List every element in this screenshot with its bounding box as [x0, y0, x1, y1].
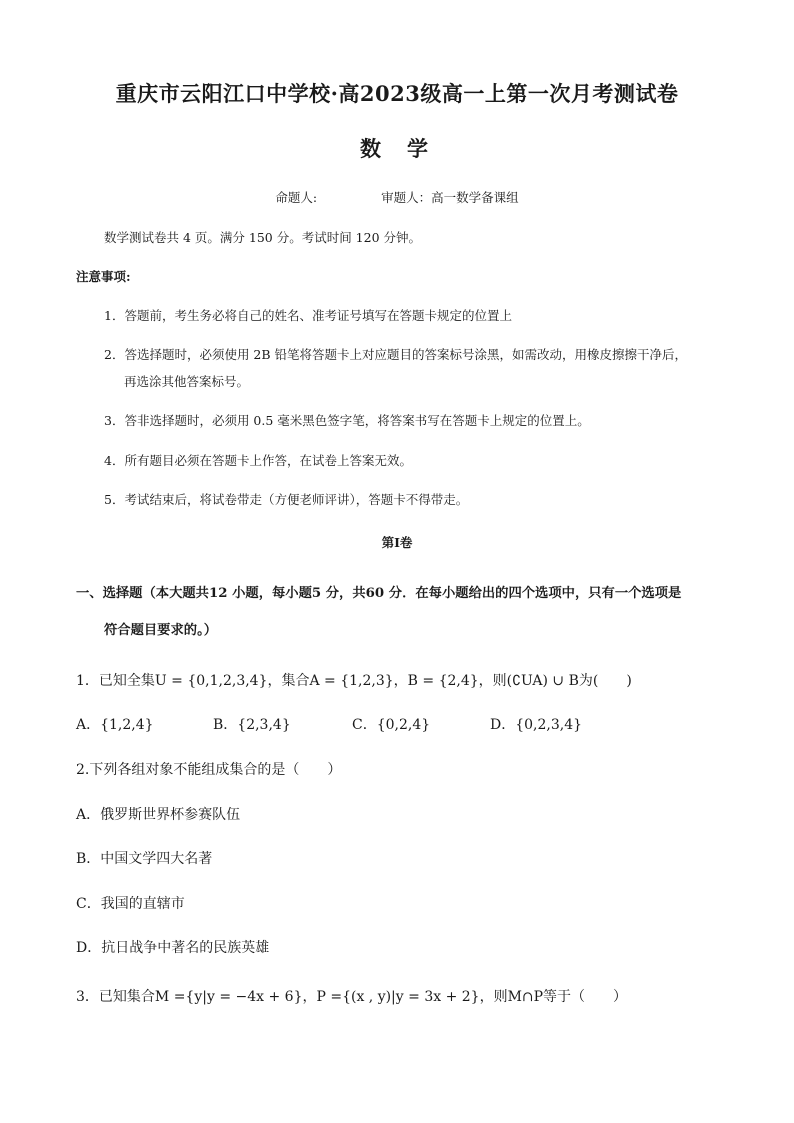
question-2-option-c: C．我国的直辖市: [76, 896, 185, 912]
question-3-stem: 3．已知集合M ={y|y = −4x + 6}，P ={(x , y)|y = 3x + 2}，则M∩P等于（ ）: [76, 989, 628, 1005]
exam-title: 重庆市云阳江口中学校·高2023级高一上第一次月考测试卷: [115, 81, 679, 106]
setter-label: 命题人:: [275, 190, 318, 205]
note-item-1: 1．答题前，考生务必将自己的姓名、准考证号填写在答题卡规定的位置上: [104, 308, 512, 323]
part-label: 第Ⅰ卷: [381, 535, 413, 550]
question-2-option-a: A．俄罗斯世界杯参赛队伍: [76, 807, 241, 823]
question-2-stem: 2.下列各组对象不能组成集合的是（ ）: [76, 762, 342, 778]
question-1-option-c: C．{0,2,4}: [352, 717, 431, 733]
question-2-option-d: D．抗日战争中著名的民族英雄: [76, 940, 270, 956]
authors-line: [0, 188, 794, 206]
reviewer-label: 审题人：高一数学备课组: [381, 190, 519, 205]
question-1-option-d: D．{0,2,3,4}: [490, 717, 583, 733]
note-item-3: 3．答非选择题时，必须用 0.5 毫米黑色签字笔，将答案书写在答题卡上规定的位置上。: [104, 413, 590, 428]
note-item-4: 4．所有题目必须在答题卡上作答，在试卷上答案无效。: [104, 453, 412, 468]
section1-title: 一、选择题（本大题共12 小题，每小题5 分，共60 分．在每小题给出的四个选项中，只有一个选项是: [76, 586, 682, 601]
note-item-5: 5．考试结束后，将试卷带走（方便老师评讲），答题卡不得带走。: [104, 492, 469, 507]
question-2-option-b: B．中国文学四大名著: [76, 851, 213, 867]
note-item-2-cont: 再选涂其他答案标号。: [124, 374, 250, 389]
note-item-2: 2．答选择题时，必须使用 2B 铅笔将答题卡上对应题目的答案标号涂黑，如需改动，用橡皮擦擦干净后，: [104, 347, 688, 362]
subject-title: 数学: [360, 136, 454, 161]
question-1-stem: 1．已知全集U = {0,1,2,3,4}，集合A = {1,2,3}，B = {2,4}，则(∁UA) ∪ B为( ): [76, 673, 632, 689]
exam-intro: 数学测试卷共 4 页。满分 150 分。考试时间 120 分钟。: [104, 230, 422, 245]
question-1-option-b: B．{2,3,4}: [213, 717, 291, 733]
section1-title-cont: 符合题目要求的。）: [104, 623, 218, 638]
question-1-option-a: A．{1,2,4}: [76, 717, 154, 733]
notes-heading: 注意事项:: [76, 269, 131, 284]
